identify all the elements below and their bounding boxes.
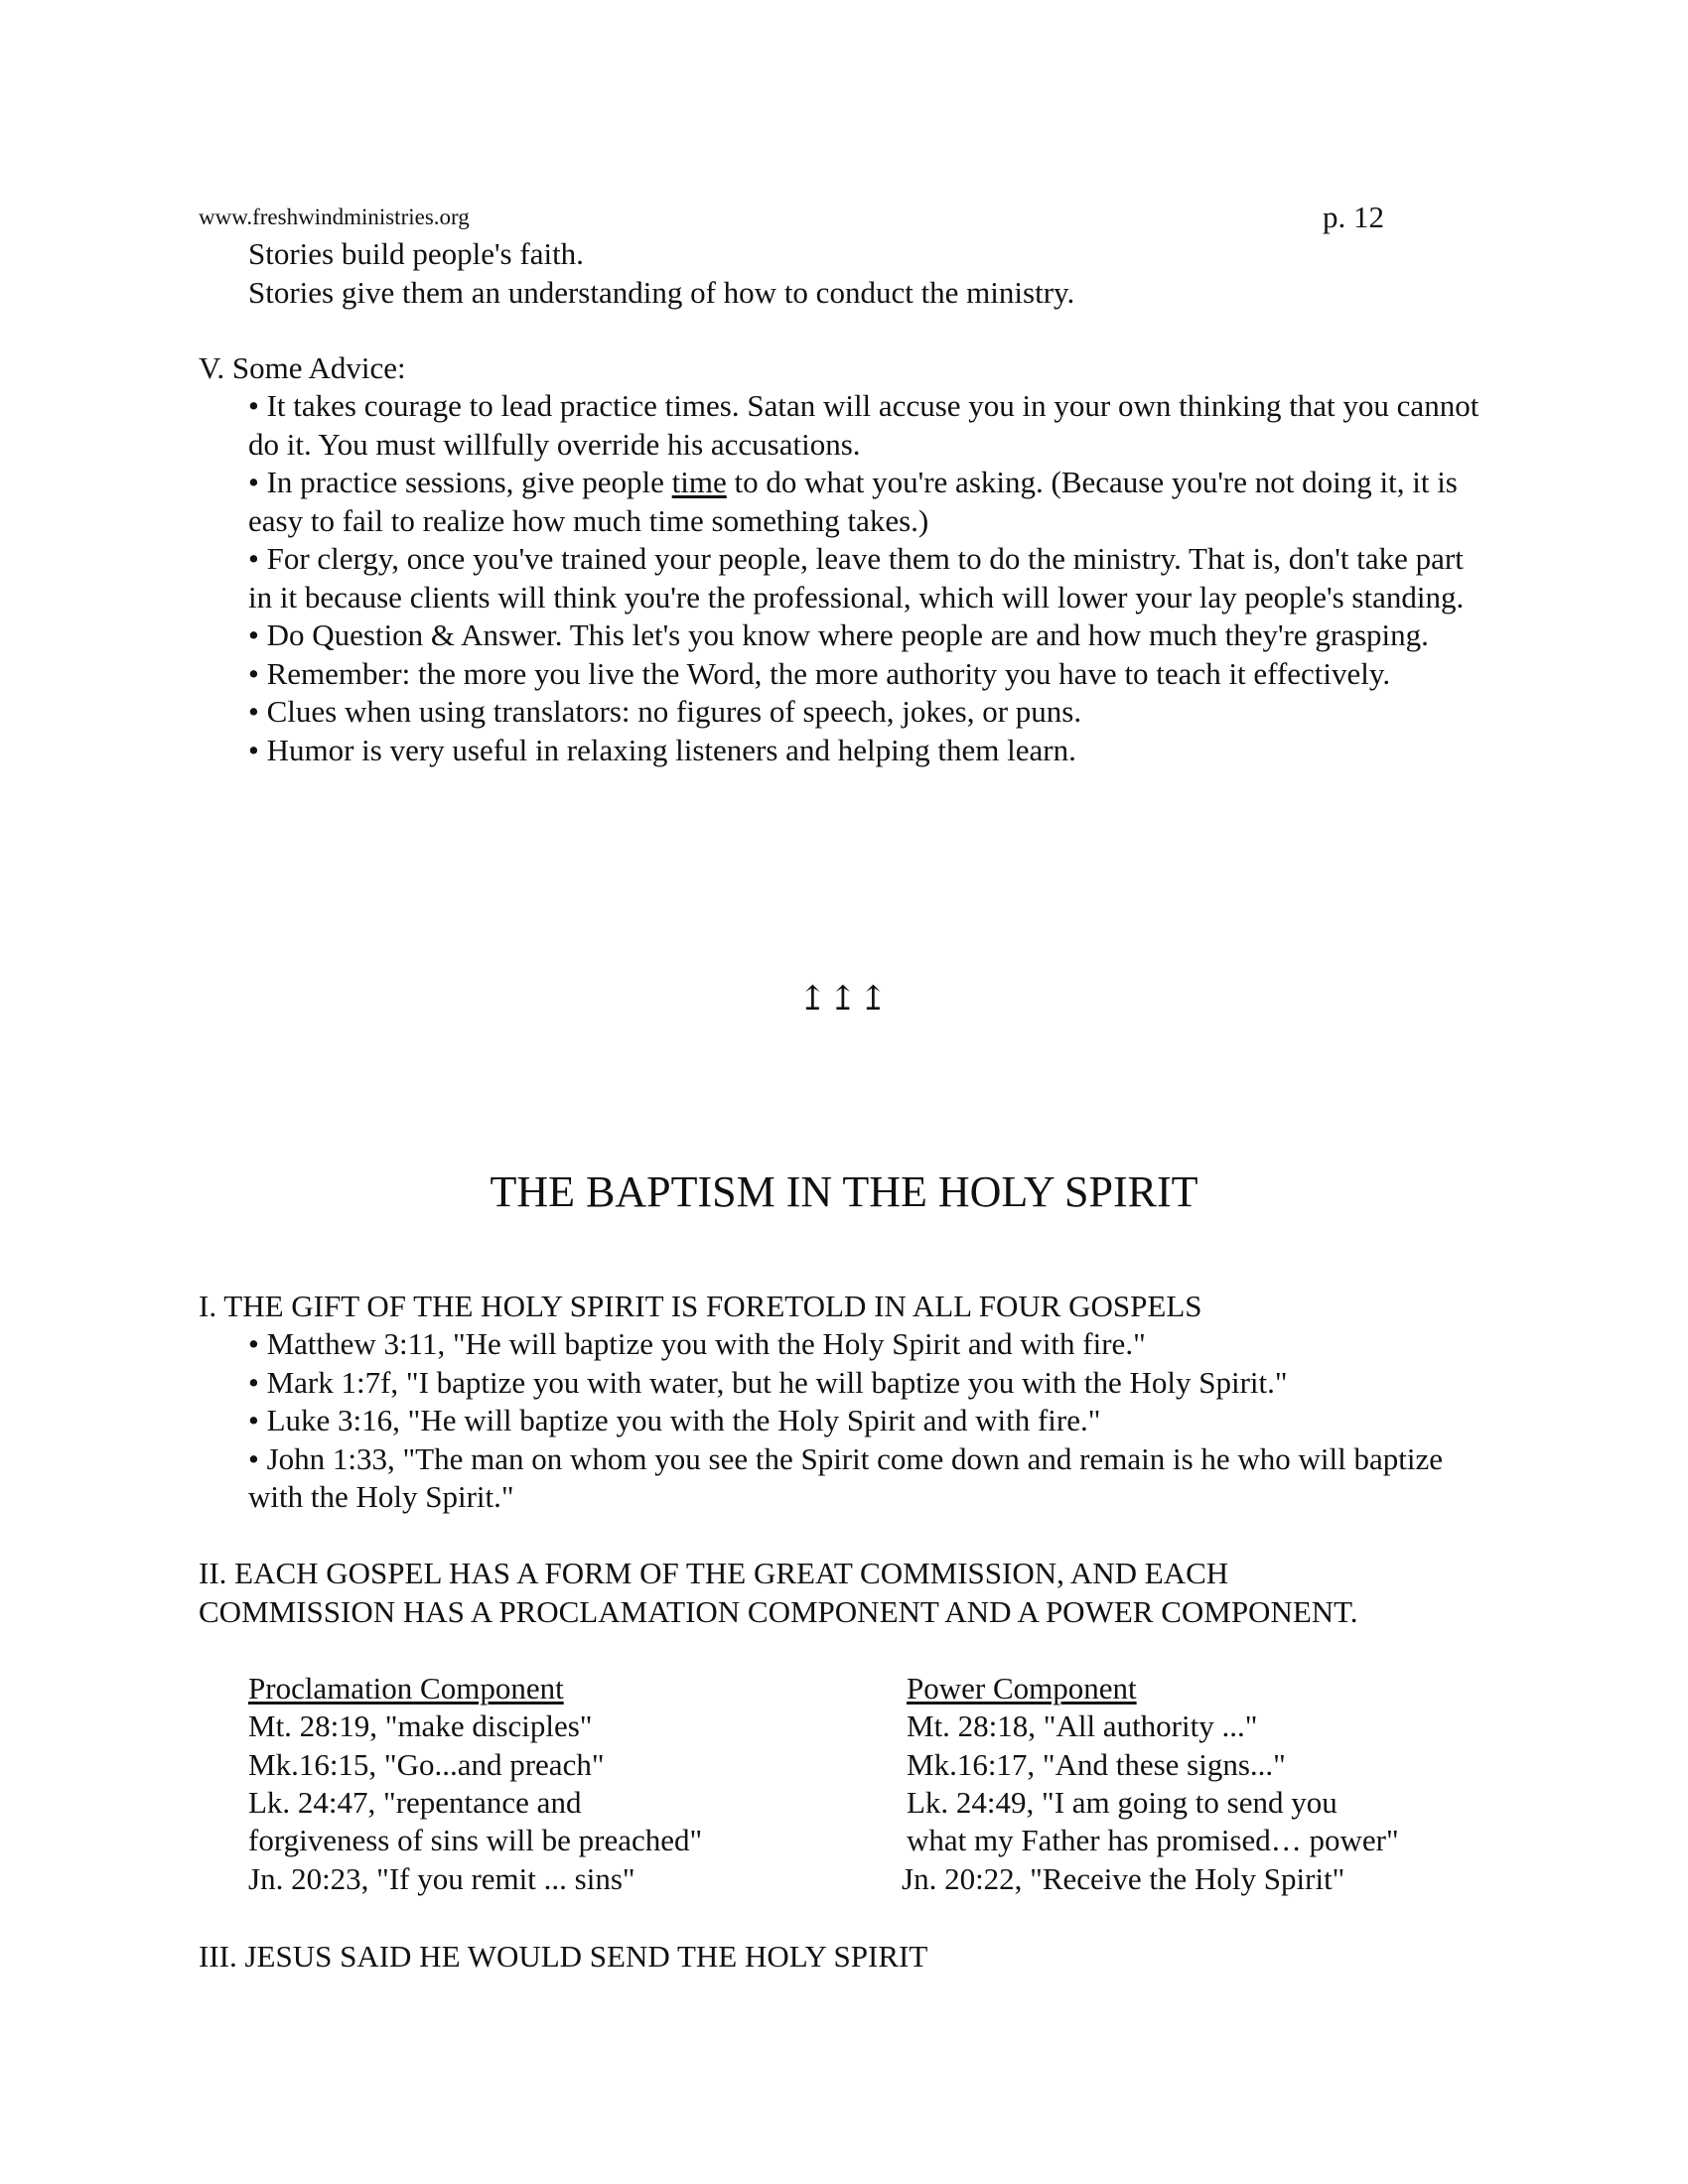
advice-bullet: • In practice sessions, give people time to do what you're asking. (Because you're not doing it, it is easy to fail to realize how much time something takes.)	[248, 465, 1458, 538]
proclamation-line: forgiveness of sins will be preached"	[248, 1823, 703, 1857]
underlined-time: time	[671, 465, 727, 499]
section-i-heading: I. THE GIFT OF THE HOLY SPIRIT IS FORETOLD IN ALL FOUR GOSPELS	[199, 1289, 1202, 1323]
gospel-bullet: • Luke 3:16, "He will baptize you with the Holy Spirit and with fire."	[248, 1403, 1101, 1437]
advice-bullet: • Humor is very useful in relaxing listeners and helping them learn.	[248, 732, 1076, 767]
proclamation-line: Lk. 24:47, "repentance and	[248, 1785, 582, 1820]
power-line: Lk. 24:49, "I am going to send you	[907, 1785, 1337, 1820]
website-url: www.freshwindministries.org	[199, 205, 470, 229]
advice-bullet: • It takes courage to lead practice times. Satan will accuse you in your own thinking that you cannot do it. You must willfully override his accusations.	[248, 388, 1479, 462]
section-v-heading: V. Some Advice:	[199, 350, 406, 385]
advice-bullet: • Do Question & Answer. This let's you know where people are and how much they're grasping.	[248, 617, 1429, 652]
proclamation-line: Jn. 20:23, "If you remit ... sins"	[248, 1861, 635, 1896]
page-title: THE BAPTISM IN THE HOLY SPIRIT	[490, 1167, 1198, 1216]
proclamation-line: Mt. 28:19, "make disciples"	[248, 1708, 593, 1743]
section-divider: ↥↥↥	[798, 981, 890, 1018]
section-ii-heading-line-1: II. EACH GOSPEL HAS A FORM OF THE GREAT COMMISSION, AND EACH	[199, 1556, 1229, 1590]
section-ii-heading-line-2: COMMISSION HAS A PROCLAMATION COMPONENT AND A POWER COMPONENT.	[199, 1594, 1358, 1629]
advice-bullet: • Clues when using translators: no figures of speech, jokes, or puns.	[248, 694, 1082, 729]
power-line: Mk.16:17, "And these signs..."	[907, 1747, 1286, 1782]
power-line: Mt. 28:18, "All authority ..."	[907, 1708, 1258, 1743]
intro-line-1: Stories build people's faith.	[248, 236, 584, 271]
proclamation-line: Mk.16:15, "Go...and preach"	[248, 1747, 605, 1782]
gospel-bullet: • Mark 1:7f, "I baptize you with water, but he will baptize you with the Holy Spirit."	[248, 1364, 1288, 1400]
gospel-bullet: • Matthew 3:11, "He will baptize you with the Holy Spirit and with fire."	[248, 1326, 1146, 1361]
power-line: what my Father has promised… power"	[907, 1823, 1399, 1857]
section-iii-heading: III. JESUS SAID HE WOULD SEND THE HOLY SPIRIT	[199, 1939, 928, 1974]
gospel-bullet: • John 1:33, "The man on whom you see the Spirit come down and remain is he who will baptize with the Holy Spirit."	[248, 1440, 1444, 1514]
intro-line-2: Stories give them an understanding of how to conduct the ministry.	[248, 275, 1075, 310]
power-line: Jn. 20:22, "Receive the Holy Spirit"	[902, 1861, 1345, 1896]
advice-bullet: • Remember: the more you live the Word, the more authority you have to teach it effectively.	[248, 655, 1391, 691]
power-column-header: Power Component	[907, 1671, 1137, 1706]
advice-bullet: • For clergy, once you've trained your people, leave them to do the ministry. That is, don't take part in it because clients will think you're the professional, which will lower your lay people's standing.	[248, 541, 1465, 614]
proclamation-column-header: Proclamation Component	[248, 1671, 564, 1706]
page-number: p. 12	[1323, 200, 1384, 234]
gospel-bullet-list	[248, 1325, 1450, 1517]
advice-bullet-list	[248, 387, 1489, 769]
